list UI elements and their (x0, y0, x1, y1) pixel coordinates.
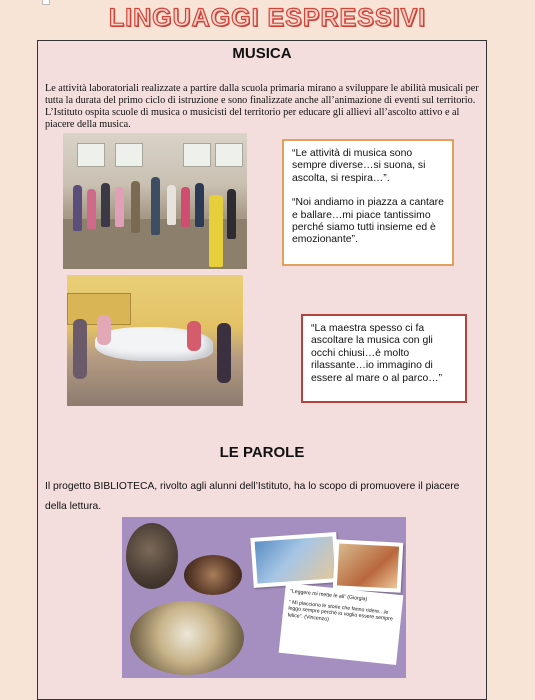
music-quote-1a: “Le attività di musica sono sempre diverse…si suona, si ascolta, si respira…”. (292, 148, 426, 184)
comic-card-2 (333, 539, 404, 592)
reading-quote-2: “ Mi piacciono le storie che fanno ridere…le leggo sempre perché io voglio essere sempre felice”. (Vincenzo) (287, 599, 394, 623)
reading-quote-1: “Leggere mi mette le ali” (Giorgia) (289, 588, 368, 603)
music-quote-box-1 (282, 139, 454, 266)
reading-quote-note (279, 583, 404, 665)
musica-intro-text: Le attività laboratoriali realizzate a partire dalla scuola primaria mirano a sviluppare le abilità musicali per tutta la durata del primo ciclo di istruzione e sono finalizzate anche all’animazione di eventi sul territorio. L’Istituto ospita scuole di musica o musicisti del territorio per educare gli allievi all’ascolto attivo e al piacere della musica. (45, 83, 479, 130)
content-panel (37, 40, 487, 700)
parole-heading: LE PAROLE (219, 444, 305, 461)
parole-biblioteca-text: Il progetto BIBLIOTECA, rivolto agli alunni dell’Istituto, ha lo scopo di promuovere il piacere della lettura. (45, 481, 460, 512)
music-class-photo (63, 133, 247, 269)
reading-collage (122, 517, 406, 678)
page-banner-title: LINGUAGGI ESPRESSIVI (108, 4, 427, 32)
music-parachute-photo (67, 275, 243, 406)
music-quote-1b: “Noi andiamo in piazza a cantare e ballare…mi piace tantissimo perché siamo tutti insieme ed è emozionante”. (292, 197, 444, 246)
reading-photo-oval-1 (126, 523, 178, 589)
music-quote-2: “La maestra spesso ci fa ascoltare la musica con gli occhi chiusi…è molto rilassante…io immagino di essere al mare o al parco…” (311, 323, 443, 384)
musica-heading: MUSICA (232, 45, 292, 62)
comic-card-1 (250, 532, 339, 588)
music-quote-box-2 (301, 314, 467, 403)
reading-photo-oval-2 (184, 555, 242, 595)
reading-photo-oval-3 (130, 601, 244, 675)
